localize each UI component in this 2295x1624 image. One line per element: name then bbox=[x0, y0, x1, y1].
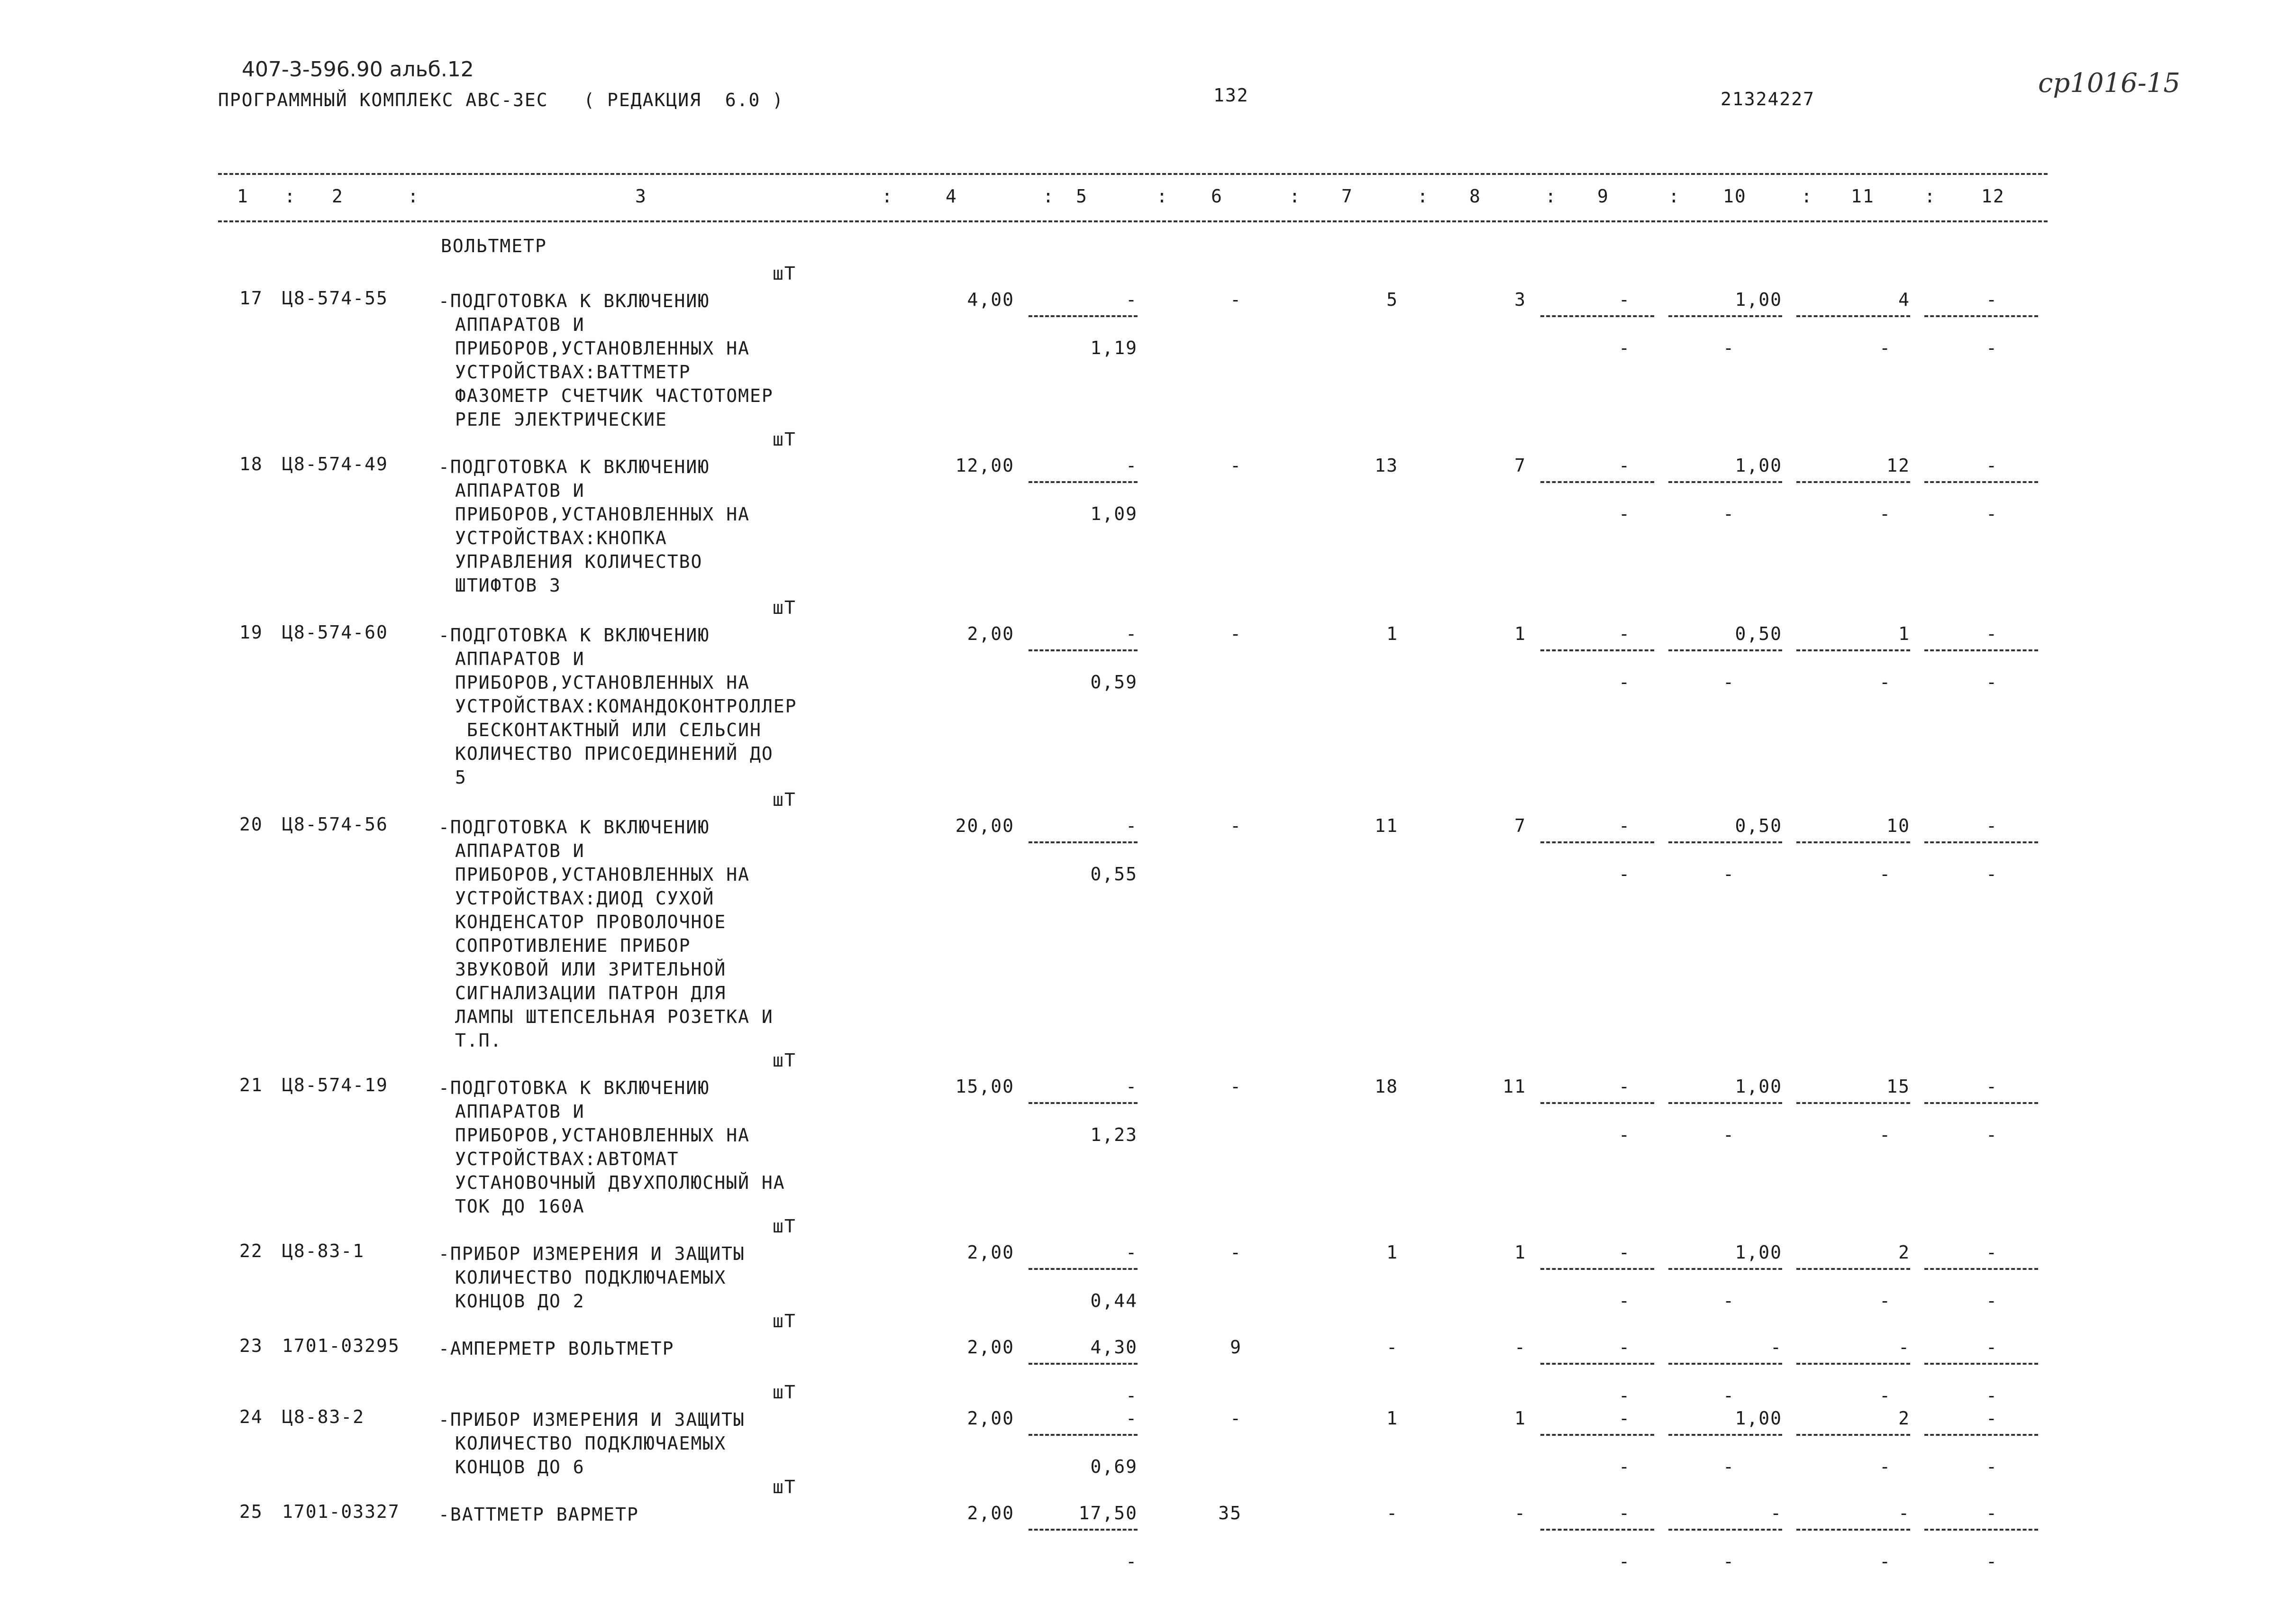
unit-cost-value: - bbox=[1126, 1076, 1138, 1097]
cell-divider bbox=[1540, 1363, 1654, 1365]
unit-label: шТ bbox=[773, 789, 796, 810]
column-10-subvalue: - bbox=[1723, 1385, 1735, 1406]
column-12-subvalue: - bbox=[1986, 1385, 1998, 1406]
column-8-value: 1 bbox=[1514, 623, 1526, 644]
unit-cost-divider bbox=[1029, 1529, 1138, 1531]
cell-divider bbox=[1924, 841, 2038, 843]
column-12-value: - bbox=[1986, 1076, 1998, 1097]
column-number-4: 4 bbox=[946, 186, 957, 207]
description-line: Т.П. bbox=[455, 1030, 502, 1051]
cell-divider bbox=[1540, 1102, 1654, 1104]
description-line: УСТАНОВОЧНЫЙ ДВУХПОЛЮСНЫЙ НА bbox=[455, 1172, 785, 1193]
column-10-subvalue: - bbox=[1723, 1290, 1735, 1311]
column-7-value: 1 bbox=[1386, 1242, 1398, 1263]
unit-cost-value: - bbox=[1126, 289, 1138, 310]
description-line: ПРИБОРОВ,УСТАНОВЛЕННЫХ НА bbox=[455, 1125, 750, 1146]
unit-cost-value: 4,30 bbox=[1090, 1337, 1138, 1358]
column-12-subvalue: - bbox=[1986, 338, 1998, 358]
work-description bbox=[438, 1242, 745, 1313]
column-11-value: 10 bbox=[1886, 815, 1910, 836]
cell-divider bbox=[1796, 841, 1910, 843]
description-line: КОНДЕНСАТОР ПРОВОЛОЧНОЕ bbox=[455, 912, 727, 932]
unit-label: шТ bbox=[773, 1311, 796, 1332]
description-line: УСТРОЙСТВАХ:ВАТТМЕТР bbox=[455, 362, 691, 383]
cell-divider bbox=[1540, 1434, 1654, 1436]
description-line: УПРАВЛЕНИЯ КОЛИЧЕСТВО bbox=[455, 551, 703, 572]
work-description bbox=[438, 1408, 745, 1479]
column-8-value: 1 bbox=[1514, 1408, 1526, 1429]
unit-cost-value: - bbox=[1126, 1408, 1138, 1429]
labor-rate-value: 0,59 bbox=[1090, 672, 1138, 693]
header-bottom-rule bbox=[218, 220, 2048, 222]
column-10-value: 0,50 bbox=[1735, 815, 1782, 836]
column-number-12: 12 bbox=[1981, 186, 2005, 207]
column-7-value: - bbox=[1386, 1337, 1398, 1358]
description-line: СОПРОТИВЛЕНИЕ ПРИБОР bbox=[455, 935, 691, 956]
column-7-value: 11 bbox=[1375, 815, 1398, 836]
cell-divider bbox=[1668, 481, 1782, 483]
description-line: 5 bbox=[455, 767, 467, 788]
row-number: 24 bbox=[239, 1406, 263, 1427]
column-11-subvalue: - bbox=[1879, 1290, 1891, 1311]
description-line: КОЛИЧЕСТВО ПРИСОЕДИНЕНИЙ ДО bbox=[455, 743, 774, 764]
unit-cost-value: - bbox=[1126, 815, 1138, 836]
column-11-value: 12 bbox=[1886, 455, 1910, 476]
column-10-value: 1,00 bbox=[1735, 1076, 1782, 1097]
column-12-value: - bbox=[1986, 1503, 1998, 1524]
column-9-subvalue: - bbox=[1619, 503, 1630, 524]
cell-divider bbox=[1796, 1102, 1910, 1104]
price-code: 1701-03295 bbox=[282, 1335, 400, 1356]
column-7-value: 1 bbox=[1386, 623, 1398, 644]
quantity-value: 2,00 bbox=[967, 1337, 1014, 1358]
column-10-value: 1,00 bbox=[1735, 1408, 1782, 1429]
unit-label: шТ bbox=[773, 1216, 796, 1237]
column-11-value: 2 bbox=[1898, 1242, 1910, 1263]
quantity-value: 2,00 bbox=[967, 623, 1014, 644]
unit-label: шТ bbox=[773, 1050, 796, 1071]
column-separator: : bbox=[1417, 186, 1429, 207]
description-line: БЕСКОНТАКТНЫЙ ИЛИ СЕЛЬСИН bbox=[455, 720, 762, 740]
quantity-value: 20,00 bbox=[955, 815, 1014, 836]
column-10-value: 1,00 bbox=[1735, 1242, 1782, 1263]
column-9-subvalue: - bbox=[1619, 672, 1630, 693]
total-cost-value: - bbox=[1230, 289, 1242, 310]
cell-divider bbox=[1668, 1102, 1782, 1104]
total-cost-value: 35 bbox=[1218, 1503, 1242, 1524]
column-11-subvalue: - bbox=[1879, 672, 1891, 693]
quantity-value: 2,00 bbox=[967, 1242, 1014, 1263]
description-line: -ПОДГОТОВКА К ВКЛЮЧЕНИЮ bbox=[438, 291, 710, 311]
column-separator: : bbox=[1289, 186, 1301, 207]
column-separator: : bbox=[284, 186, 296, 207]
total-cost-value: - bbox=[1230, 1242, 1242, 1263]
price-code: 1701-03327 bbox=[282, 1501, 400, 1522]
cell-divider bbox=[1924, 1102, 2038, 1104]
column-11-subvalue: - bbox=[1879, 338, 1891, 358]
quantity-value: 2,00 bbox=[967, 1503, 1014, 1524]
column-9-value: - bbox=[1619, 1503, 1630, 1524]
header-top-rule bbox=[218, 173, 2048, 175]
price-code: Ц8-574-60 bbox=[282, 622, 388, 643]
column-9-value: - bbox=[1619, 455, 1630, 476]
column-8-value: 3 bbox=[1514, 289, 1526, 310]
cell-divider bbox=[1924, 1363, 2038, 1365]
column-number-6: 6 bbox=[1211, 186, 1223, 207]
column-9-value: - bbox=[1619, 623, 1630, 644]
labor-rate-value: 1,19 bbox=[1090, 338, 1138, 358]
cell-divider bbox=[1924, 1268, 2038, 1270]
unit-label: шТ bbox=[773, 263, 796, 284]
unit-cost-value: - bbox=[1126, 1242, 1138, 1263]
column-7-value: 18 bbox=[1375, 1076, 1398, 1097]
column-12-value: - bbox=[1986, 623, 1998, 644]
column-9-subvalue: - bbox=[1619, 1124, 1630, 1145]
column-9-value: - bbox=[1619, 815, 1630, 836]
column-12-subvalue: - bbox=[1986, 1456, 1998, 1477]
column-separator: : bbox=[1801, 186, 1813, 207]
column-12-subvalue: - bbox=[1986, 503, 1998, 524]
column-10-subvalue: - bbox=[1723, 672, 1735, 693]
quantity-value: 2,00 bbox=[967, 1408, 1014, 1429]
cell-divider bbox=[1796, 315, 1910, 317]
labor-rate-value: 1,23 bbox=[1090, 1124, 1138, 1145]
column-10-subvalue: - bbox=[1723, 1551, 1735, 1572]
column-8-value: 7 bbox=[1514, 815, 1526, 836]
column-number-2: 2 bbox=[332, 186, 344, 207]
description-line: УСТРОЙСТВАХ:КНОПКА bbox=[455, 528, 667, 548]
column-9-subvalue: - bbox=[1619, 1385, 1630, 1406]
cell-divider bbox=[1540, 1268, 1654, 1270]
unit-cost-value: - bbox=[1126, 623, 1138, 644]
column-10-subvalue: - bbox=[1723, 1456, 1735, 1477]
total-cost-value: - bbox=[1230, 1408, 1242, 1429]
cell-divider bbox=[1924, 1529, 2038, 1531]
column-12-subvalue: - bbox=[1986, 1290, 1998, 1311]
column-separator: : bbox=[1924, 186, 1936, 207]
cell-divider bbox=[1540, 481, 1654, 483]
column-10-value: - bbox=[1770, 1337, 1782, 1358]
cell-divider bbox=[1668, 315, 1782, 317]
column-12-subvalue: - bbox=[1986, 1124, 1998, 1145]
description-line: -ВАТТМЕТР ВАРМЕТР bbox=[438, 1504, 639, 1525]
column-9-subvalue: - bbox=[1619, 1456, 1630, 1477]
cell-divider bbox=[1796, 1434, 1910, 1436]
description-line: КОЛИЧЕСТВО ПОДКЛЮЧАЕМЫХ bbox=[455, 1433, 727, 1454]
cell-divider bbox=[1796, 1268, 1910, 1270]
row-number: 20 bbox=[239, 814, 263, 835]
column-separator: : bbox=[882, 186, 893, 207]
row-number: 25 bbox=[239, 1501, 263, 1522]
description-line: ЗВУКОВОЙ ИЛИ ЗРИТЕЛЬНОЙ bbox=[455, 959, 727, 980]
cell-divider bbox=[1540, 1529, 1654, 1531]
quantity-value: 4,00 bbox=[967, 289, 1014, 310]
column-number-5: 5 bbox=[1076, 186, 1088, 207]
column-11-subvalue: - bbox=[1879, 1124, 1891, 1145]
unit-label: шТ bbox=[773, 597, 796, 618]
cell-divider bbox=[1668, 841, 1782, 843]
total-cost-value: 9 bbox=[1230, 1337, 1242, 1358]
column-9-value: - bbox=[1619, 1076, 1630, 1097]
column-10-subvalue: - bbox=[1723, 1124, 1735, 1145]
column-10-value: 1,00 bbox=[1735, 289, 1782, 310]
work-description bbox=[438, 455, 750, 597]
column-11-subvalue: - bbox=[1879, 864, 1891, 885]
column-9-subvalue: - bbox=[1619, 1290, 1630, 1311]
column-10-subvalue: - bbox=[1723, 864, 1735, 885]
program-line: ПРОГРАММНЫЙ КОМПЛЕКС АВС-ЗЕС ( РЕДАКЦИЯ 6.0 ) bbox=[218, 90, 784, 110]
column-number-9: 9 bbox=[1597, 186, 1609, 207]
column-9-subvalue: - bbox=[1619, 864, 1630, 885]
column-7-value: 1 bbox=[1386, 1408, 1398, 1429]
unit-cost-divider bbox=[1029, 481, 1138, 483]
column-11-value: 4 bbox=[1898, 289, 1910, 310]
description-line: КОНЦОВ ДО 2 bbox=[455, 1291, 585, 1312]
description-line: -ПРИБОР ИЗМЕРЕНИЯ И ЗАЩИТЫ bbox=[438, 1243, 745, 1264]
total-cost-value: - bbox=[1230, 623, 1242, 644]
column-12-value: - bbox=[1986, 455, 1998, 476]
column-9-subvalue: - bbox=[1619, 1551, 1630, 1572]
work-description bbox=[438, 1076, 785, 1218]
price-code: Ц8-83-2 bbox=[282, 1406, 365, 1427]
unit-cost-divider bbox=[1029, 1434, 1138, 1436]
work-description bbox=[438, 1503, 639, 1526]
description-line: КОНЦОВ ДО 6 bbox=[455, 1457, 585, 1478]
work-description bbox=[438, 289, 774, 431]
description-line: ПРИБОРОВ,УСТАНОВЛЕННЫХ НА bbox=[455, 864, 750, 885]
quantity-value: 12,00 bbox=[955, 455, 1014, 476]
column-11-subvalue: - bbox=[1879, 1385, 1891, 1406]
column-12-subvalue: - bbox=[1986, 672, 1998, 693]
column-7-value: - bbox=[1386, 1503, 1398, 1524]
cell-divider bbox=[1796, 649, 1910, 651]
row-number: 23 bbox=[239, 1335, 263, 1356]
continued-text: ВОЛЬТМЕТР bbox=[441, 236, 547, 256]
description-line: -ПОДГОТОВКА К ВКЛЮЧЕНИЮ bbox=[438, 817, 710, 838]
column-11-value: 1 bbox=[1898, 623, 1910, 644]
description-line: ПРИБОРОВ,УСТАНОВЛЕННЫХ НА bbox=[455, 504, 750, 525]
total-cost-value: - bbox=[1230, 815, 1242, 836]
labor-rate-value: - bbox=[1126, 1551, 1138, 1572]
column-10-subvalue: - bbox=[1723, 338, 1735, 358]
unit-cost-divider bbox=[1029, 1102, 1138, 1104]
cell-divider bbox=[1668, 1268, 1782, 1270]
unit-cost-divider bbox=[1029, 649, 1138, 651]
column-separator: : bbox=[408, 186, 419, 207]
row-number: 19 bbox=[239, 622, 263, 643]
column-number-8: 8 bbox=[1469, 186, 1481, 207]
description-line: ШТИФТОВ 3 bbox=[455, 575, 561, 596]
labor-rate-value: 0,55 bbox=[1090, 864, 1138, 885]
document-number: 21324227 bbox=[1721, 89, 1815, 109]
column-number-11: 11 bbox=[1851, 186, 1875, 207]
column-7-value: 5 bbox=[1386, 289, 1398, 310]
column-8-value: - bbox=[1514, 1337, 1526, 1358]
column-11-subvalue: - bbox=[1879, 1551, 1891, 1572]
column-9-subvalue: - bbox=[1619, 338, 1630, 358]
column-10-value: 0,50 bbox=[1735, 623, 1782, 644]
column-9-value: - bbox=[1619, 289, 1630, 310]
column-11-subvalue: - bbox=[1879, 1456, 1891, 1477]
document-code: 407-3-596.90 альб.12 bbox=[242, 57, 474, 82]
unit-cost-value: - bbox=[1126, 455, 1138, 476]
column-8-value: 11 bbox=[1503, 1076, 1526, 1097]
price-code: Ц8-83-1 bbox=[282, 1241, 365, 1261]
description-line: -ПОДГОТОВКА К ВКЛЮЧЕНИЮ bbox=[438, 625, 710, 646]
description-line: АППАРАТОВ И bbox=[455, 480, 585, 501]
column-12-value: - bbox=[1986, 1337, 1998, 1358]
column-11-value: - bbox=[1898, 1337, 1910, 1358]
description-line: -ПРИБОР ИЗМЕРЕНИЯ И ЗАЩИТЫ bbox=[438, 1409, 745, 1430]
description-line: УСТРОЙСТВАХ:ДИОД СУХОЙ bbox=[455, 888, 715, 909]
column-8-value: - bbox=[1514, 1503, 1526, 1524]
column-separator: : bbox=[1157, 186, 1168, 207]
cell-divider bbox=[1668, 649, 1782, 651]
column-10-subvalue: - bbox=[1723, 503, 1735, 524]
row-number: 18 bbox=[239, 454, 263, 474]
cell-divider bbox=[1668, 1363, 1782, 1365]
cell-divider bbox=[1796, 1529, 1910, 1531]
column-10-value: - bbox=[1770, 1503, 1782, 1524]
description-line: АППАРАТОВ И bbox=[455, 840, 585, 861]
cell-divider bbox=[1540, 649, 1654, 651]
column-11-value: - bbox=[1898, 1503, 1910, 1524]
labor-rate-value: - bbox=[1126, 1385, 1138, 1406]
description-line: АППАРАТОВ И bbox=[455, 314, 585, 335]
quantity-value: 15,00 bbox=[955, 1076, 1014, 1097]
price-code: Ц8-574-55 bbox=[282, 288, 388, 309]
description-line: ТОК ДО 160А bbox=[455, 1196, 585, 1217]
column-8-value: 1 bbox=[1514, 1242, 1526, 1263]
description-line: СИГНАЛИЗАЦИИ ПАТРОН ДЛЯ bbox=[455, 983, 727, 1004]
cell-divider bbox=[1540, 315, 1654, 317]
description-line: -ПОДГОТОВКА К ВКЛЮЧЕНИЮ bbox=[438, 456, 710, 477]
column-12-value: - bbox=[1986, 815, 1998, 836]
labor-rate-value: 1,09 bbox=[1090, 503, 1138, 524]
description-line: ПРИБОРОВ,УСТАНОВЛЕННЫХ НА bbox=[455, 338, 750, 359]
row-number: 22 bbox=[239, 1241, 263, 1261]
unit-label: шТ bbox=[773, 1477, 796, 1497]
work-description bbox=[438, 815, 774, 1052]
cell-divider bbox=[1924, 1434, 2038, 1436]
column-12-subvalue: - bbox=[1986, 864, 1998, 885]
unit-cost-divider bbox=[1029, 315, 1138, 317]
description-line: ЛАМПЫ ШТЕПСЕЛЬНАЯ РОЗЕТКА И bbox=[455, 1006, 774, 1027]
column-12-value: - bbox=[1986, 1408, 1998, 1429]
price-code: Ц8-574-49 bbox=[282, 454, 388, 474]
column-9-value: - bbox=[1619, 1408, 1630, 1429]
cell-divider bbox=[1924, 649, 2038, 651]
labor-rate-value: 0,44 bbox=[1090, 1290, 1138, 1311]
column-separator: : bbox=[1043, 186, 1055, 207]
unit-label: шТ bbox=[773, 429, 796, 450]
handwritten-stamp: ср1016-15 bbox=[2038, 68, 2180, 99]
price-code: Ц8-574-19 bbox=[282, 1075, 388, 1095]
cell-divider bbox=[1668, 1434, 1782, 1436]
cell-divider bbox=[1540, 841, 1654, 843]
column-12-subvalue: - bbox=[1986, 1551, 1998, 1572]
description-line: РЕЛЕ ЭЛЕКТРИЧЕСКИЕ bbox=[455, 409, 667, 430]
cell-divider bbox=[1924, 481, 2038, 483]
description-line: УСТРОЙСТВАХ:КОМАНДОКОНТРОЛЛЕР bbox=[455, 696, 797, 717]
total-cost-value: - bbox=[1230, 1076, 1242, 1097]
price-code: Ц8-574-56 bbox=[282, 814, 388, 835]
description-line: АППАРАТОВ И bbox=[455, 648, 585, 669]
column-10-value: 1,00 bbox=[1735, 455, 1782, 476]
column-8-value: 7 bbox=[1514, 455, 1526, 476]
total-cost-value: - bbox=[1230, 455, 1242, 476]
cell-divider bbox=[1924, 315, 2038, 317]
cell-divider bbox=[1796, 481, 1910, 483]
cell-divider bbox=[1668, 1529, 1782, 1531]
column-separator: : bbox=[1668, 186, 1680, 207]
column-9-value: - bbox=[1619, 1337, 1630, 1358]
column-7-value: 13 bbox=[1375, 455, 1398, 476]
column-12-value: - bbox=[1986, 1242, 1998, 1263]
description-line: КОЛИЧЕСТВО ПОДКЛЮЧАЕМЫХ bbox=[455, 1267, 727, 1288]
description-line: ФАЗОМЕТР СЧЕТЧИК ЧАСТОТОМЕР bbox=[455, 385, 774, 406]
description-line: ПРИБОРОВ,УСТАНОВЛЕННЫХ НА bbox=[455, 672, 750, 693]
row-number: 17 bbox=[239, 288, 263, 309]
row-number: 21 bbox=[239, 1075, 263, 1095]
work-description bbox=[438, 1337, 674, 1360]
unit-cost-value: 17,50 bbox=[1078, 1503, 1138, 1524]
column-11-subvalue: - bbox=[1879, 503, 1891, 524]
unit-cost-divider bbox=[1029, 841, 1138, 843]
description-line: -АМПЕРМЕТР ВОЛЬТМЕТР bbox=[438, 1338, 674, 1359]
column-number-7: 7 bbox=[1341, 186, 1353, 207]
page-number: 132 bbox=[1213, 85, 1249, 106]
description-line: -ПОДГОТОВКА К ВКЛЮЧЕНИЮ bbox=[438, 1077, 710, 1098]
column-number-10: 10 bbox=[1723, 186, 1747, 207]
column-number-3: 3 bbox=[635, 186, 647, 207]
column-number-1: 1 bbox=[237, 186, 249, 207]
description-line: АППАРАТОВ И bbox=[455, 1101, 585, 1122]
column-12-value: - bbox=[1986, 289, 1998, 310]
description-line: УСТРОЙСТВАХ:АВТОМАТ bbox=[455, 1149, 679, 1169]
unit-label: шТ bbox=[773, 1382, 796, 1403]
column-9-value: - bbox=[1619, 1242, 1630, 1263]
column-11-value: 2 bbox=[1898, 1408, 1910, 1429]
labor-rate-value: 0,69 bbox=[1090, 1456, 1138, 1477]
unit-cost-divider bbox=[1029, 1363, 1138, 1365]
unit-cost-divider bbox=[1029, 1268, 1138, 1270]
column-separator: : bbox=[1545, 186, 1557, 207]
work-description bbox=[438, 623, 797, 789]
column-11-value: 15 bbox=[1886, 1076, 1910, 1097]
cell-divider bbox=[1796, 1363, 1910, 1365]
